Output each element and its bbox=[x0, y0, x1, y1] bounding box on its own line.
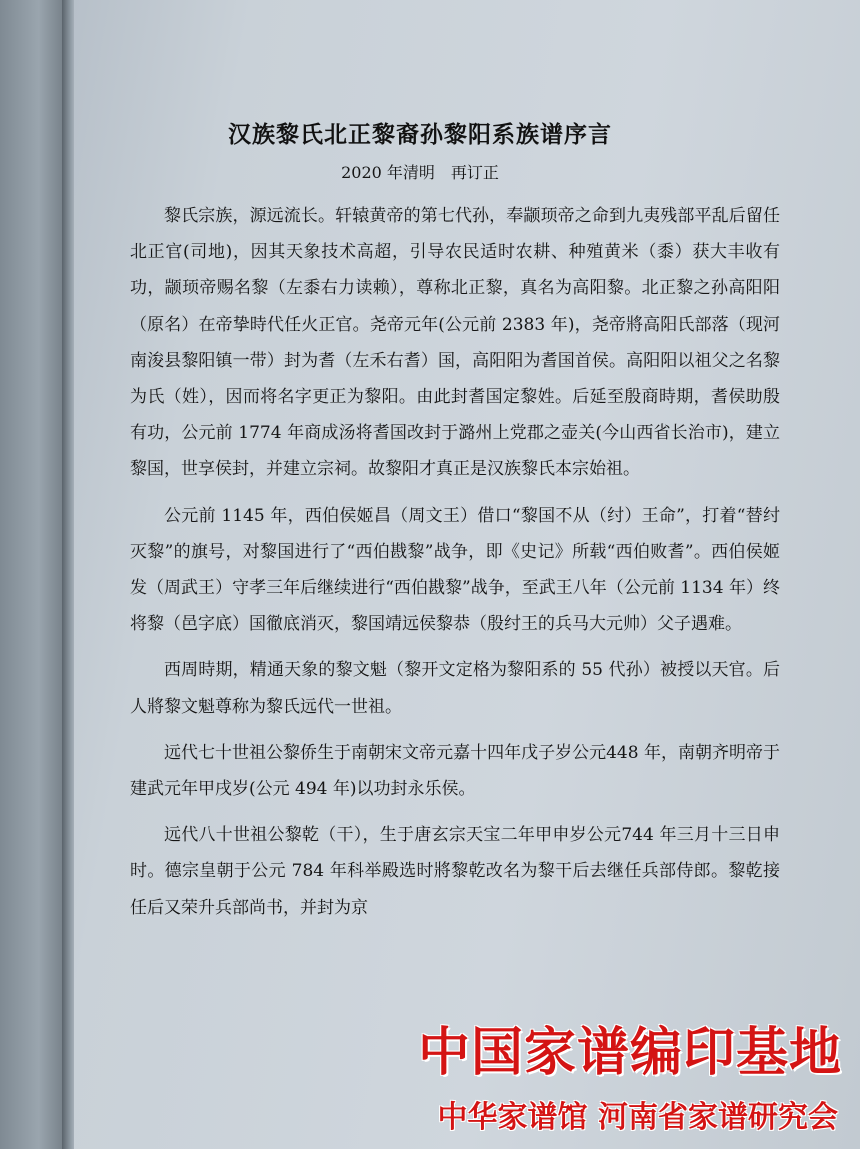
paragraph-1: 黎氏宗族，源远流长。轩辕黄帝的第七代孙，奉颛顼帝之命到九夷残部平乱后留任北正官(司地)，因其天象技术高超，引导农民适时农耕、种殖黄米（黍）获大丰收有功，颛顼帝赐名黎（左黍右力读赖），尊称北正黎，真名为高阳黎。北正黎之孙高阳阳（原名）在帝挚時代任火正官。尧帝元年(公元前 2383 年)，尧帝將高阳氏部落（现河南浚县黎阳镇一带）封为耆（左禾右耆）国，高阳阳为耆国首侯。高阳阳以祖父之名黎为氏（姓），因而将名字更正为黎阳。由此封耆国定黎姓。后延至殷商時期，耆侯助殷有功，公元前 1774 年商成汤将耆国改封于潞州上党郡之壶关(今山西省长治市)，建立黎国，世享侯封，并建立宗祠。故黎阳才真正是汉族黎氏本宗始祖。 bbox=[130, 206, 780, 480]
watermark-main-text: 中国家谱编印基地 bbox=[417, 1022, 842, 1083]
watermark-sub-text: 中华家谱馆 河南省家谱研究会 bbox=[437, 1100, 838, 1135]
document-subtitle: 2020 年清明 再订正 bbox=[341, 163, 499, 182]
paragraph-5: 远代八十世祖公黎乾（干），生于唐玄宗天宝二年甲申岁公元744 年三月十三日申时。德宗皇朝于公元 784 年科举殿选时將黎乾改名为黎干后去继任兵部侍郎。黎乾接任后又荣升兵部尚书，并封为京 bbox=[130, 825, 780, 918]
paragraph-4: 远代七十世祖公黎侨生于南朝宋文帝元嘉十四年戊子岁公元448 年，南朝齐明帝于建武元年甲戌岁(公元 494 年)以功封永乐侯。 bbox=[130, 742, 780, 800]
paragraph-3: 西周時期，精通天象的黎文魁（黎开文定格为黎阳系的 55 代孙）被授以天官。后人將黎文魁尊称为黎氏远代一世祖。 bbox=[130, 660, 780, 717]
document-title: 汉族黎氏北正黎裔孙黎阳系族谱序言 bbox=[228, 122, 612, 148]
document-body bbox=[130, 198, 780, 926]
paragraph-2: 公元前 1145 年，西伯侯姬昌（周文王）借口“黎国不从（纣）王命”，打着“替纣灭黎”的旗号，对黎国进行了“西伯戡黎”战争，即《史记》所载“西伯败耆”。西伯侯姬发（周武王）守孝三年后继续进行“西伯戡黎”战争，至武王八年（公元前 1134 年）终将黎（邑字底）国徹底消灭，黎国靖远侯黎恭（殷纣王的兵马大元帅）父子遇难。 bbox=[130, 505, 780, 635]
